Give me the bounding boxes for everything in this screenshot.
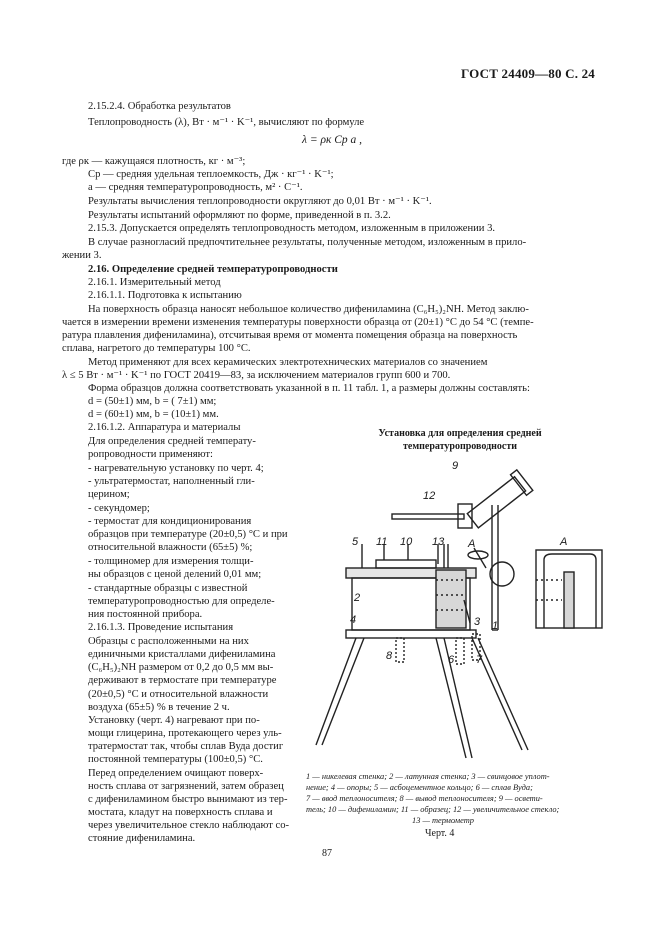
figure-label: 3 <box>474 616 481 628</box>
text-line: 2.16. Определение средней температуропроводности <box>88 264 338 275</box>
text-line: Форма образцов должна соответствовать указанной в п. 11 табл. 1, а размеры должны составлять: <box>88 383 530 394</box>
figure-label: A <box>560 536 568 548</box>
text-line: - ультратермостат, наполненный гли- <box>88 476 255 487</box>
figure-label: 4 <box>350 614 357 626</box>
caption-line: нение; 4 — опоры; 5 — асбоцементное кольцо; 6 — сплав Вуда; <box>306 783 533 792</box>
figure-label: 12 <box>423 490 436 502</box>
figure-label: 10 <box>400 536 413 548</box>
text-line: тратермостат так, чтобы сплав Вуда достиг <box>88 741 284 752</box>
text-line: воздуха (65±5) % в течение 2 ч. <box>88 702 230 713</box>
figure-title-line: температуропроводности <box>402 441 518 452</box>
text-line: 2.16.1. Измерительный метод <box>88 277 221 288</box>
text-line: - толщиномер для измерения толщи- <box>88 556 254 567</box>
text-line: сплава, нагретого до температуры 100 °С. <box>62 343 251 354</box>
text-line: ния постоянной прибора. <box>88 609 203 620</box>
figure-title <box>315 427 605 453</box>
text-line: относительной влажности (65±5) %; <box>88 542 253 553</box>
text-line: (C₆H₅)₂NH размером от 0,2 до 0,5 мм вы- <box>88 662 274 673</box>
text-line: стояние дифениламина. <box>88 833 196 844</box>
text-line: мощи глицерина, протекающего через уль- <box>88 728 282 739</box>
figure-number: Черт. 4 <box>425 828 455 839</box>
page-number: 87 <box>322 848 332 859</box>
text-line: (20±0,5) °С и относительной влажности <box>88 689 269 700</box>
figure-label: 5 <box>352 536 359 548</box>
text-line: d = (60±1) мм, b = (10±1) мм. <box>88 409 219 420</box>
text-line: температуропроводностью для определе- <box>88 596 275 607</box>
caption-line: 1 — никелевая стенка; 2 — латунная стенка; 3 — свинцовое уплот- <box>306 772 550 781</box>
text-line: - нагревательную установку по черт. 4; <box>88 463 264 474</box>
text-line: единичными кристаллами дифениламина <box>88 649 276 660</box>
text-line: Установку (черт. 4) нагревают при по- <box>88 715 260 726</box>
text-line: чается в измерении времени изменения температуры поверхности образца от (20±1) °С до 54 °С (темпе- <box>62 317 534 328</box>
text-line: церином; <box>88 489 130 500</box>
figure-label: 8 <box>386 650 393 662</box>
text-line: ны образцов с ценой делений 0,01 мм; <box>88 569 262 580</box>
text-line: a — средняя температуропроводность, м² · С⁻¹. <box>88 182 303 193</box>
text-line: с дифениламином быстро вынимают из тер- <box>88 794 288 805</box>
text-line: мостата, кладут на поверхность сплава и <box>88 807 273 818</box>
figure-label: 9 <box>452 460 459 472</box>
text-line: Образцы с расположенными на них <box>88 636 249 647</box>
page-header: ГОСТ 24409—80 С. 24 <box>461 66 595 81</box>
text-line: Результаты испытаний оформляют по форме, приведенной в п. 3.2. <box>88 210 391 221</box>
text-line: На поверхность образца наносят небольшое количество дифениламина (C₆H₅)₂NH. Метод заклю- <box>88 304 529 315</box>
caption-line: тель; 10 — дифениламин; 11 — образец; 12 — увеличительное стекло; <box>306 805 560 814</box>
text-line: ропроводности применяют: <box>88 449 213 460</box>
figure-label: 6 <box>448 654 455 666</box>
text-line: В случае разногласий предпочтительнее результаты, полученные методом, изложенным в прило- <box>88 237 527 248</box>
formula: λ = ρк Cp a , <box>302 134 363 146</box>
caption-line: 13 — термометр <box>412 816 474 825</box>
text-line: - термостат для кондиционирования <box>88 516 252 527</box>
text-line: Для определения средней температу- <box>88 436 256 447</box>
apparatus-figure <box>296 460 616 760</box>
text-line: λ ≤ 5 Вт · м⁻¹ · K⁻¹ по ГОСТ 20419—83, за исключением материалов групп 600 и 700. <box>62 370 451 381</box>
text-line: Теплопроводность (λ), Вт · м⁻¹ · K⁻¹, вычисляют по формуле <box>88 117 365 128</box>
text-line: - секундомер; <box>88 503 150 514</box>
apparatus-drawing <box>296 460 616 760</box>
figure-label: 2 <box>354 592 361 604</box>
text-line: 2.16.1.3. Проведение испытания <box>88 622 234 633</box>
text-line: через увеличительное стекло наблюдают со- <box>88 820 290 831</box>
text-line: Перед определением очищают поверх- <box>88 768 264 779</box>
text-line: 2.15.2.4. Обработка результатов <box>88 101 231 112</box>
figure-label: A <box>468 538 476 550</box>
text-line: d = (50±1) мм, b = ( 7±1) мм; <box>88 396 217 407</box>
text-line: образцов при температуре (20±0,5) °С и при <box>88 529 288 540</box>
figure-label: 11 <box>376 536 388 548</box>
text-line: ратура плавления дифениламина), отсчитывая время от момента помещения образца на поверхность <box>62 330 518 341</box>
figure-title-line: Установка для определения средней <box>378 428 542 439</box>
text-line: 2.15.3. Допускается определять теплопроводность методом, изложенным в приложении 3. <box>88 223 496 234</box>
text-line: 2.16.1.1. Подготовка к испытанию <box>88 290 242 301</box>
figure-label: 1 <box>492 620 499 632</box>
text-line: Результаты вычисления теплопроводности округляют до 0,01 Вт · м⁻¹ · K⁻¹. <box>88 196 432 207</box>
text-line: держивают в термостате при температуре <box>88 675 277 686</box>
text-line: где ρк — кажущаяся плотность, кг · м⁻³; <box>62 156 246 167</box>
illuminator-icon <box>467 477 525 528</box>
text-line: постоянной температуры (100±0,5) °С. <box>88 754 263 765</box>
figure-label: 7 <box>476 654 483 666</box>
caption-line: 7 — ввод теплоносителя; 8 — вывод теплоносителя; 9 — освети- <box>306 794 543 803</box>
text-line: Cp — средняя удельная теплоемкость, Дж · кг⁻¹ · K⁻¹; <box>88 169 334 180</box>
text-line: - стандартные образцы с известной <box>88 583 248 594</box>
text-line: жении 3. <box>62 250 102 261</box>
text-line: Метод применяют для всех керамических электротехнических материалов со значением <box>88 357 488 368</box>
text-line: 2.16.1.2. Аппаратура и материалы <box>88 422 241 433</box>
figure-label: 13 <box>432 536 445 548</box>
text-line: ность сплава от загрязнений, затем образец <box>88 781 284 792</box>
